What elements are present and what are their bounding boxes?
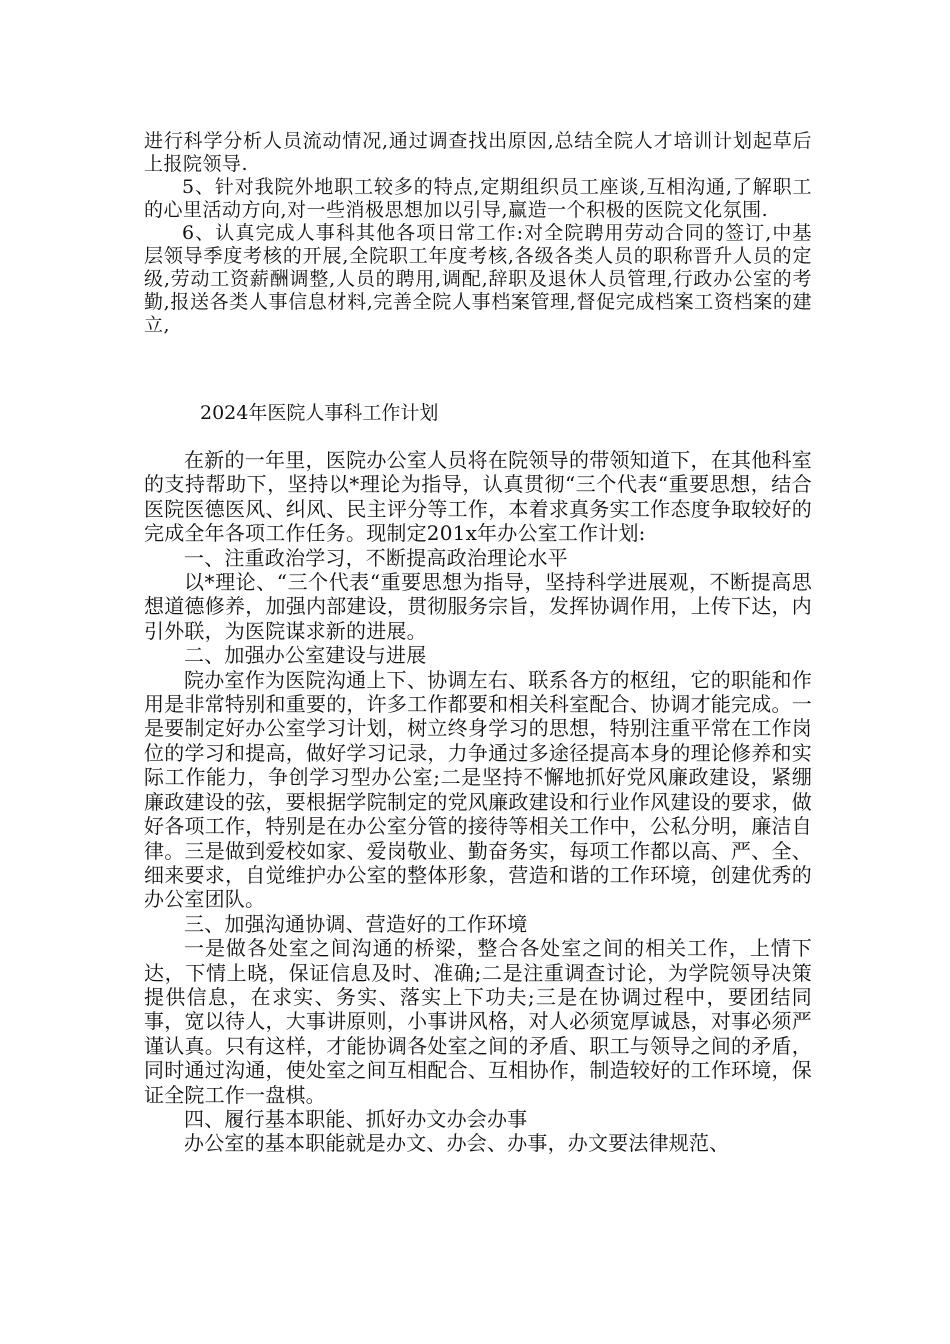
section-2-body: 院办室作为医院沟通上下、协调左右、联系各方的枢纽，它的职能和作用是非常特别和重要的，许多工作都要和相关科室配合、协调才能完成。一是要制定好办公室学习计划，树立终身学习的思想，特别注重平常在工作岗位的学习和提高，做好学习记录，力争通过多途径提高本身的理论修养和实际工作能力，争创学习型办公室;二是坚持不懈地抓好党风廉政建设，紧绷廉政建设的弦，要根据学院制定的党风廉政建设和行业作风建设的要求，做好各项工作，特别是在办公室分管的接待等相关工作中，公私分明，廉洁自律。三是做到爱校如家、爱岗敬业、勤奋务实，每项工作都以高、严、全、细来要求，自觉维护办公室的整体形象，营造和谐的工作环境，创建优秀的办公室团队。 <box>144 667 812 912</box>
previous-section-text <box>144 130 812 337</box>
section-4-body: 办公室的基本职能就是办文、办会、办事，办文要法律规范、 <box>184 1131 730 1156</box>
intro-paragraph: 在新的一年里，医院办公室人员将在院领导的带领知道下，在其他科室的支持帮助下，坚持以*理论为指导，认真贯彻“三个代表“重要思想，结合医院医德医风、纠风、民主评分等工作，本着求真务实工作态度争取较好的完成全年各项工作任务。现制定201x年办公室工作计划: <box>144 448 812 546</box>
paragraph-item-5: 5、针对我院外地职工较多的特点,定期组织员工座谈,互相沟通,了解职工的心里活动方向,对一些消极思想加以引导,赢造一个积极的医院文化氛围. <box>144 176 812 221</box>
paragraph-continuation: 进行科学分析人员流动情况,通过调查找出原因,总结全院人才培训计划起草后上报院领导. <box>144 130 812 175</box>
section-1-body: 以*理论、“三个代表“重要思想为指导，坚持科学进展观，不断提高思想道德修养，加强内部建设，贯彻服务宗旨，发挥协调作用，上传下达，内引外联，为医院谋求新的进展。 <box>144 570 812 643</box>
section-3-heading: 三、加强沟通协调、营造好的工作环境 <box>184 911 528 936</box>
work-plan-body <box>144 448 812 1156</box>
section-1-heading: 一、注重政治学习，不断提高政治理论水平 <box>184 545 568 570</box>
section-2-heading: 二、加强办公室建设与进展 <box>184 643 427 668</box>
paragraph-item-6: 6、认真完成人事科其他各项日常工作:对全院聘用劳动合同的签订,中基层领导季度考核的开展,全院职工年度考核,各级各类人员的职称晋升人员的定级,劳动工资薪酬调整,人员的聘用,调配,辞职及退休人员管理,行政办公室的考勤,报送各类人事信息材料,完善全院人事档案管理,督促完成档案工资档案的建立, <box>144 222 812 336</box>
document-title: 2024年医院人事科工作计划 <box>200 402 439 424</box>
section-3-body: 一是做各处室之间沟通的桥梁，整合各处室之间的相关工作，上情下达，下情上晓，保证信息及时、准确;二是注重调查讨论，为学院领导决策提供信息，在求实、务实、落实上下功夫;三是在协调过程中，要团结同事，宽以待人，大事讲原则，小事讲风格，对人必须宽厚诚恳，对事必须严谨认真。只有这样，才能协调各处室之间的矛盾、职工与领导之间的矛盾，同时通过沟通，使处室之间互相配合、互相协作，制造较好的工作环境，保证全院工作一盘棋。 <box>144 936 812 1107</box>
section-4-heading: 四、履行基本职能、抓好办文办会办事 <box>184 1106 528 1131</box>
